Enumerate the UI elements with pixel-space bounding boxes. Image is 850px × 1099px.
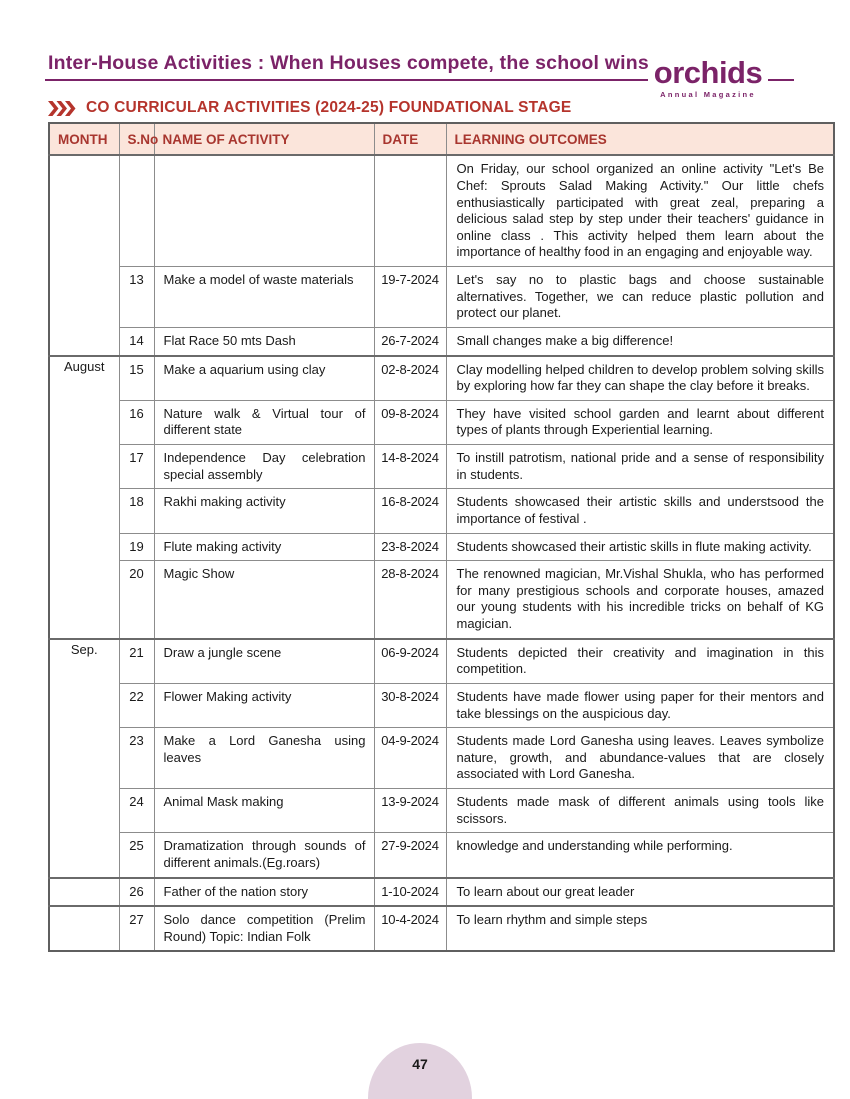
learning-outcome-cell: Small changes make a big difference! [446, 327, 834, 355]
learning-outcome-cell: Clay modelling helped children to develop problem solving skills by exploring how far they can shape the clay before it breaks. [446, 356, 834, 401]
table-row [49, 327, 834, 355]
serial-number-cell: 22 [119, 683, 154, 727]
serial-number-cell: 17 [119, 445, 154, 489]
date-cell: 30-8-2024 [374, 683, 446, 727]
activity-name-cell: Magic Show [154, 561, 374, 639]
column-header-activity: NAME OF ACTIVITY [154, 123, 374, 155]
learning-outcome-cell: Students depicted their creativity and imagination in this competition. [446, 639, 834, 684]
date-cell: 26-7-2024 [374, 327, 446, 355]
date-cell: 02-8-2024 [374, 356, 446, 401]
learning-outcome-cell: Students showcased their artistic skills and understsood the importance of festival . [446, 489, 834, 533]
column-header-sno: S.No [119, 123, 154, 155]
table-row [49, 639, 834, 684]
table-row [49, 683, 834, 727]
serial-number-cell: 26 [119, 878, 154, 907]
table-row [49, 833, 834, 878]
serial-number-cell: 23 [119, 728, 154, 789]
column-header-month: MONTH [49, 123, 119, 155]
activity-name-cell: Make a model of waste materials [154, 267, 374, 328]
month-cell [49, 878, 119, 907]
learning-outcome-cell: knowledge and understanding while performing. [446, 833, 834, 878]
learning-outcome-cell: Students showcased their artistic skills in flute making activity. [446, 533, 834, 561]
orchids-logo [652, 57, 764, 99]
serial-number-cell: 16 [119, 400, 154, 444]
date-cell: 06-9-2024 [374, 639, 446, 684]
month-cell: August [49, 356, 119, 639]
date-cell: 19-7-2024 [374, 267, 446, 328]
learning-outcome-cell: To learn rhythm and simple steps [446, 906, 834, 951]
logo-tagline: Annual Magazine [660, 90, 756, 99]
activity-name-cell: Make a Lord Ganesha using leaves [154, 728, 374, 789]
date-cell: 13-9-2024 [374, 789, 446, 833]
learning-outcome-cell: Students have made flower using paper for their mentors and take blessings on the auspicious day. [446, 683, 834, 727]
date-cell [374, 155, 446, 266]
table-body [49, 155, 834, 951]
learning-outcome-cell: The renowned magician, Mr.Vishal Shukla, who has performed for many prestigious schools and corporate houses, amazed our young students with his incredible tricks on behalf of KG magician. [446, 561, 834, 639]
activity-name-cell: Flat Race 50 mts Dash [154, 327, 374, 355]
column-header-date: DATE [374, 123, 446, 155]
date-cell: 10-4-2024 [374, 906, 446, 951]
learning-outcome-cell: They have visited school garden and learnt about different types of plants through Experiential learning. [446, 400, 834, 444]
serial-number-cell: 25 [119, 833, 154, 878]
table-row [49, 267, 834, 328]
activity-name-cell: Flute making activity [154, 533, 374, 561]
serial-number-cell: 14 [119, 327, 154, 355]
table-row [49, 561, 834, 639]
page-title: Inter-House Activities : When Houses compete, the school wins [48, 52, 649, 74]
section-title: CO CURRICULAR ACTIVITIES (2024-25) FOUNDATIONAL STAGE [86, 99, 572, 116]
activity-name-cell: Independence Day celebration special assembly [154, 445, 374, 489]
date-cell: 27-9-2024 [374, 833, 446, 878]
table-row [49, 155, 834, 266]
learning-outcome-cell: Let's say no to plastic bags and choose sustainable alternatives. Together, we can reduce plastic pollution and protect our planet. [446, 267, 834, 328]
table-row [49, 906, 834, 951]
title-underline [45, 79, 648, 81]
date-cell: 04-9-2024 [374, 728, 446, 789]
column-header-outcomes: LEARNING OUTCOMES [446, 123, 834, 155]
month-cell: Sep. [49, 639, 119, 878]
learning-outcome-cell: To learn about our great leader [446, 878, 834, 907]
activity-name-cell: Flower Making activity [154, 683, 374, 727]
date-cell: 23-8-2024 [374, 533, 446, 561]
table-row [49, 878, 834, 907]
learning-outcome-cell: To instill patrotism, national pride and a sense of responsibility in students. [446, 445, 834, 489]
month-cell [49, 155, 119, 355]
serial-number-cell [119, 155, 154, 266]
date-cell: 28-8-2024 [374, 561, 446, 639]
activity-name-cell [154, 155, 374, 266]
date-cell: 16-8-2024 [374, 489, 446, 533]
date-cell: 1-10-2024 [374, 878, 446, 907]
date-cell: 09-8-2024 [374, 400, 446, 444]
table-row [49, 356, 834, 401]
serial-number-cell: 18 [119, 489, 154, 533]
page-number-badge [368, 1043, 472, 1099]
month-cell [49, 906, 119, 951]
activity-name-cell: Make a aquarium using clay [154, 356, 374, 401]
serial-number-cell: 19 [119, 533, 154, 561]
activity-name-cell: Animal Mask making [154, 789, 374, 833]
table-row [49, 489, 834, 533]
activity-name-cell: Father of the nation story [154, 878, 374, 907]
table-row [49, 728, 834, 789]
activity-name-cell: Solo dance competition (Prelim Round) Topic: Indian Folk [154, 906, 374, 951]
table-row [49, 445, 834, 489]
date-cell: 14-8-2024 [374, 445, 446, 489]
page-number: 47 [412, 1056, 428, 1072]
table-row [49, 533, 834, 561]
activity-name-cell: Draw a jungle scene [154, 639, 374, 684]
activity-name-cell: Rakhi making activity [154, 489, 374, 533]
serial-number-cell: 13 [119, 267, 154, 328]
section-heading [48, 99, 571, 117]
logo-dash [768, 79, 794, 81]
serial-number-cell: 24 [119, 789, 154, 833]
learning-outcome-cell: On Friday, our school organized an online activity "Let's Be Chef: Sprouts Salad Making Activity." Our little chefs enthusiastically participated with great zeal, preparing a delicious salad step by step under their teachers' guidance in online class . This activity helped them learn about the importance of healthy food in an engaging and enjoyable way. [446, 155, 834, 266]
header-row [49, 123, 834, 155]
serial-number-cell: 21 [119, 639, 154, 684]
table-row [49, 789, 834, 833]
serial-number-cell: 27 [119, 906, 154, 951]
learning-outcome-cell: Students made Lord Ganesha using leaves. Leaves symbolize nature, growth, and abundance-values that are closely associated with Lord Ganesha. [446, 728, 834, 789]
triple-chevron-icon [48, 101, 76, 116]
table-header [49, 123, 834, 155]
activities-table [48, 122, 835, 952]
learning-outcome-cell: Students made mask of different animals using tools like scissors. [446, 789, 834, 833]
activity-name-cell: Dramatization through sounds of different animals.(Eg.roars) [154, 833, 374, 878]
logo-wordmark: orchids [653, 55, 763, 90]
serial-number-cell: 15 [119, 356, 154, 401]
table-row [49, 400, 834, 444]
activity-name-cell: Nature walk & Virtual tour of different state [154, 400, 374, 444]
serial-number-cell: 20 [119, 561, 154, 639]
